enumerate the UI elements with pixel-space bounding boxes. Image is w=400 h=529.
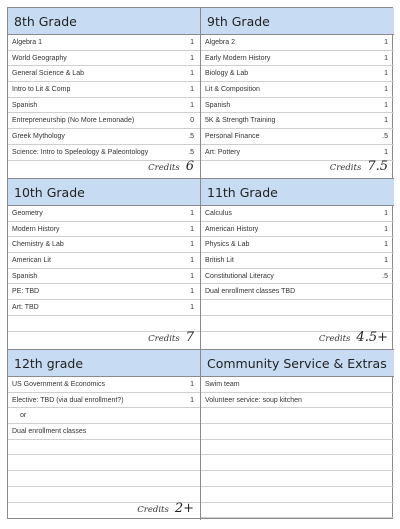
credits-summary [319, 330, 388, 345]
course-name: World Geography [12, 54, 67, 62]
course-name: Early Modern History [205, 54, 271, 62]
course-credit: .5 [188, 148, 194, 156]
course-name: Art: TBD [12, 303, 39, 311]
credits-label: Credits [137, 505, 169, 515]
course-name: Chemistry & Lab [12, 241, 64, 249]
course-name: American History [205, 225, 259, 233]
course-row [8, 269, 200, 285]
panel-title: 11th Grade [201, 179, 394, 206]
course-list [8, 35, 200, 161]
course-name: Art: Pottery [205, 148, 241, 156]
course-credit: 1 [190, 288, 194, 296]
panel-title: 8th Grade [8, 8, 200, 35]
course-name: Spanish [12, 101, 38, 109]
course-row [8, 408, 200, 424]
course-row [8, 377, 200, 393]
course-row [8, 284, 200, 300]
course-row [201, 487, 394, 503]
course-name: General Science & Lab [12, 70, 84, 78]
course-row [8, 455, 200, 471]
course-name: Entrepreneurship (No More Lemonade) [12, 117, 135, 125]
course-row [201, 393, 394, 409]
credits-summary [148, 159, 194, 174]
credits-label: Credits [329, 163, 362, 173]
course-name: Volunteer service: soup kitchen [205, 396, 302, 404]
credits-summary [148, 330, 194, 345]
course-row [8, 253, 200, 269]
course-row [8, 222, 200, 238]
course-list [201, 206, 394, 332]
course-name: Calculus [205, 209, 232, 217]
course-row [201, 300, 394, 316]
course-credit: 1 [190, 303, 194, 311]
course-row [201, 408, 394, 424]
course-row [201, 237, 394, 253]
grade-panel-9th [201, 8, 394, 179]
course-credit: 1 [190, 101, 194, 109]
grade-panel-10th [8, 179, 201, 350]
credits-total: 6 [185, 159, 194, 174]
credits-label: Credits [148, 163, 180, 173]
course-name: American Lit [12, 256, 51, 264]
course-row [8, 35, 200, 51]
grade-panel-12th [8, 350, 201, 520]
course-credit: 1 [384, 101, 388, 109]
credits-summary [330, 159, 388, 174]
course-name: Biology & Lab [205, 70, 249, 78]
panel-title: 9th Grade [201, 8, 394, 35]
course-row [201, 253, 394, 269]
course-name: Science: Intro to Speleology & Paleontology [12, 148, 149, 156]
course-name: Greek Mythology [12, 132, 65, 140]
course-name: Lit & Composition [205, 85, 260, 93]
course-row [201, 206, 394, 222]
course-row [201, 284, 394, 300]
course-row [8, 113, 200, 129]
course-credit: 1 [384, 241, 388, 249]
course-list [201, 35, 394, 161]
transcript-sheet [7, 7, 393, 519]
course-name: US Government & Economics [12, 380, 105, 388]
course-name: Dual enrollment classes [12, 427, 87, 435]
course-name: Geometry [12, 209, 43, 217]
course-name: Algebra 1 [12, 38, 42, 46]
course-row [201, 269, 394, 285]
credits-label: Credits [148, 334, 180, 344]
course-credit: 1 [190, 380, 194, 388]
course-name: Swim team [205, 380, 240, 388]
course-row [201, 66, 394, 82]
course-row [8, 424, 200, 440]
course-credit: 1 [384, 117, 388, 125]
course-list [201, 377, 394, 518]
grade-panel-11th [201, 179, 394, 350]
course-row [8, 393, 200, 409]
course-row [8, 440, 200, 456]
panel-title: 10th Grade [8, 179, 200, 206]
course-row [8, 82, 200, 98]
course-row [8, 471, 200, 487]
course-name: Constitutional Literacy [205, 272, 274, 280]
course-row [201, 129, 394, 145]
course-credit: .5 [188, 132, 194, 140]
course-credit: 0 [190, 117, 194, 125]
course-row [201, 222, 394, 238]
course-row [201, 424, 394, 440]
course-name: Modern History [12, 225, 60, 233]
course-row [8, 66, 200, 82]
course-name: British Lit [205, 256, 234, 264]
course-credit: 1 [384, 38, 388, 46]
course-row [201, 51, 394, 67]
course-credit: 1 [190, 209, 194, 217]
course-credit: 1 [384, 70, 388, 78]
credits-total: 2+ [174, 501, 194, 516]
course-credit: 1 [190, 256, 194, 264]
course-credit: 1 [190, 396, 194, 404]
panel-title: Community Service & Extras [201, 350, 394, 377]
credits-total: 7.5 [367, 159, 388, 174]
course-row [201, 35, 394, 51]
course-row [8, 206, 200, 222]
course-credit: 1 [190, 225, 194, 233]
course-row [201, 98, 394, 114]
course-credit: 1 [384, 85, 388, 93]
course-row [201, 455, 394, 471]
course-name: Elective: TBD (via dual enrollment?) [12, 396, 124, 404]
community-service-panel [201, 350, 394, 520]
course-row [8, 300, 200, 316]
course-row [201, 82, 394, 98]
course-list [8, 206, 200, 332]
course-credit: 1 [190, 54, 194, 62]
course-credit: 1 [384, 225, 388, 233]
credits-label: Credits [318, 334, 351, 344]
course-row [201, 471, 394, 487]
course-list [8, 377, 200, 503]
course-name: or [20, 412, 27, 420]
course-credit: 1 [190, 241, 194, 249]
course-name: Physics & Lab [205, 241, 250, 249]
course-row [8, 51, 200, 67]
credits-summary [137, 501, 194, 516]
course-name: 5K & Strength Training [205, 117, 276, 125]
course-credit: .5 [382, 272, 388, 280]
course-credit: 1 [190, 38, 194, 46]
course-name: Spanish [12, 272, 38, 280]
course-credit: 1 [384, 256, 388, 264]
credits-total: 4.5+ [356, 330, 388, 345]
course-credit: 1 [384, 54, 388, 62]
credits-total: 7 [185, 330, 194, 345]
course-name: Personal Finance [205, 132, 260, 140]
course-row [201, 113, 394, 129]
course-credit: 1 [190, 85, 194, 93]
course-name: Spanish [205, 101, 231, 109]
panel-title: 12th grade [8, 350, 200, 377]
course-row [8, 237, 200, 253]
course-name: Intro to Lit & Comp [12, 85, 71, 93]
course-name: Algebra 2 [205, 38, 235, 46]
course-credit: 1 [384, 148, 388, 156]
course-row [201, 440, 394, 456]
course-row [201, 377, 394, 393]
course-credit: 1 [190, 70, 194, 78]
course-credit: 1 [190, 272, 194, 280]
course-credit: 1 [384, 209, 388, 217]
course-name: PE: TBD [12, 288, 40, 296]
course-name: Dual enrollment classes TBD [205, 288, 296, 296]
grade-panel-8th [8, 8, 201, 179]
course-row [201, 503, 394, 519]
course-credit: .5 [382, 132, 388, 140]
course-row [8, 98, 200, 114]
course-row [8, 129, 200, 145]
